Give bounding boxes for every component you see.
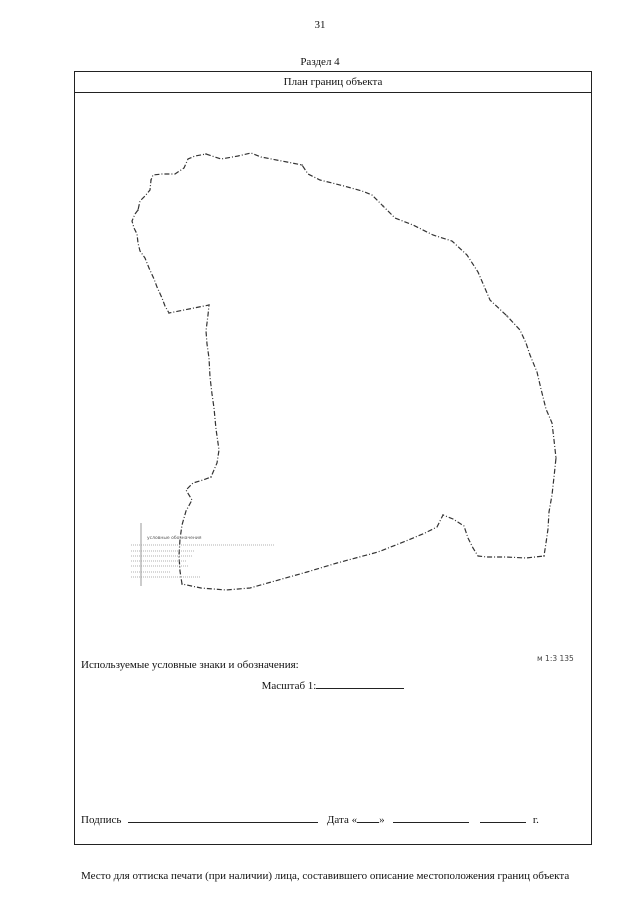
map-scale-caption: м 1:3 135 [537, 654, 574, 663]
date-label: Дата « [326, 814, 358, 826]
boundary-plan-drawing [75, 93, 591, 673]
boundary-plan [75, 93, 591, 673]
frame-header: План границ объекта [75, 72, 591, 93]
date-quote-close: » [379, 814, 385, 826]
signature-label: Подпись [81, 814, 122, 826]
signature-blank [128, 812, 318, 823]
map-legend-block [131, 523, 275, 586]
date-month-blank [393, 812, 469, 823]
signature-row [81, 812, 539, 826]
scale-label: Масштаб 1: [261, 680, 317, 692]
boundary-vertices [137, 153, 557, 585]
section-title: Раздел 4 [300, 56, 340, 68]
date-year-blank [480, 812, 526, 823]
scale-line [75, 678, 591, 692]
boundary-outline [132, 153, 556, 590]
stamp-text: Место для оттиска печати (при наличии) лица, составившего описание местоположения границ объекта [81, 870, 570, 882]
date-day-blank [357, 812, 379, 823]
year-suffix: г. [532, 814, 539, 826]
scale-blank [316, 678, 404, 689]
page-number: 31 [314, 19, 326, 31]
document-frame [74, 71, 592, 882]
legend-line: Используемые условные знаки и обозначения: [81, 659, 299, 671]
map-legend-heading: условные обозначения [147, 536, 202, 541]
